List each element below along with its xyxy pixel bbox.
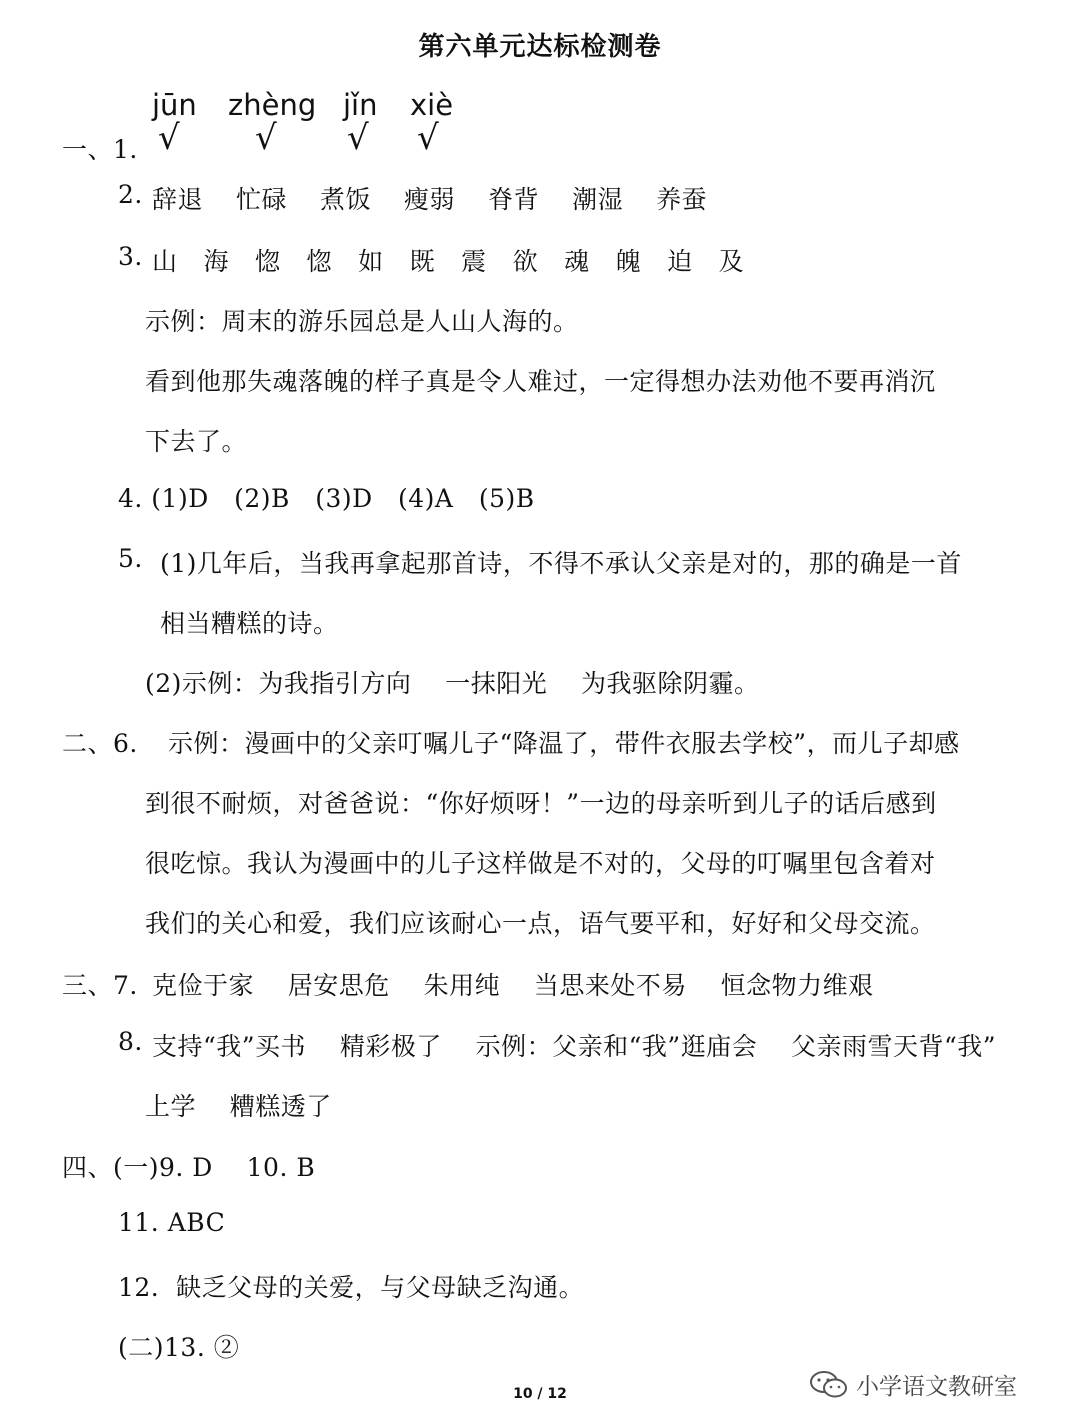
q6-line1: 示例：漫画中的父亲叮嘱儿子“降温了，带件衣服去学校”，而儿子却感 (168, 729, 960, 758)
section3-marker: 三、7. (62, 971, 138, 1000)
q5-line3: (2)示例：为我指引方向 一抹阳光 为我驱除阴霾。 (145, 669, 760, 698)
q5-number: 5. (118, 544, 143, 573)
pinyin-1: jūn (152, 88, 197, 122)
q12-answer: 12. 缺乏父母的关爱，与父母缺乏沟通。 (118, 1273, 585, 1302)
q2-number: 2. (118, 180, 143, 209)
page-number: 10 / 12 (513, 1386, 567, 1402)
q3-example2-line1: 看到他那失魂落魄的样子真是令人难过，一定得想办法劝他不要再消沉 (145, 367, 936, 396)
q6-line3: 很吃惊。我认为漫画中的儿子这样做是不对的，父母的叮嘱里包含着对 (145, 849, 936, 878)
q3-example1: 示例：周末的游乐园总是人山人海的。 (145, 307, 579, 336)
checkmark-4: √ (417, 118, 439, 158)
q3-chars: 山 海 惚 惚 如 既 震 欲 魂 魄 迫 及 (152, 247, 745, 276)
section1-marker: 一、1. (62, 135, 138, 164)
q4-answers: 4. (1)D (2)B (3)D (4)A (5)B (118, 484, 535, 513)
checkmark-2: √ (255, 118, 277, 158)
watermark-text: 小学语文教研室 (856, 1374, 1017, 1400)
q5-line1: (1)几年后，当我再拿起那首诗，不得不承认父亲是对的，那的确是一首 (160, 549, 962, 578)
q6-line2: 到很不耐烦，对爸爸说：“你好烦呀！”一边的母亲听到儿子的话后感到 (145, 789, 937, 818)
wechat-icon (808, 1369, 850, 1401)
section2-marker: 二、6. (62, 729, 138, 758)
pinyin-4: xiè (410, 88, 454, 122)
q11-answer: 11. ABC (118, 1208, 226, 1237)
checkmark-3: √ (347, 118, 369, 158)
section4-marker: 四、(一)9. D 10. B (62, 1153, 316, 1182)
pinyin-3: jǐn (343, 88, 378, 122)
q2-words: 辞退 忙碌 煮饭 瘦弱 脊背 潮湿 养蚕 (152, 185, 708, 214)
checkmark-1: √ (158, 118, 180, 158)
q6-line4: 我们的关心和爱，我们应该耐心一点，语气要平和，好好和父母交流。 (145, 909, 936, 938)
q8-number: 8. (118, 1027, 143, 1056)
q5-line2: 相当糟糕的诗。 (160, 609, 339, 638)
q3-number: 3. (118, 242, 143, 271)
q8-line2: 上学 糟糕透了 (145, 1092, 332, 1121)
q3-example2-line2: 下去了。 (145, 427, 248, 456)
pinyin-2: zhèng (228, 88, 317, 122)
watermark (808, 1368, 1017, 1401)
q7-answers: 克俭于家 居安思危 朱用纯 当思来处不易 恒念物力维艰 (152, 971, 874, 1000)
q8-line1: 支持“我”买书 精彩极了 示例：父亲和“我”逛庙会 父亲雨雪天背“我” (152, 1032, 997, 1061)
q13-answer: (二)13. ② (118, 1333, 240, 1362)
page-title: 第六单元达标检测卷 (418, 32, 662, 62)
